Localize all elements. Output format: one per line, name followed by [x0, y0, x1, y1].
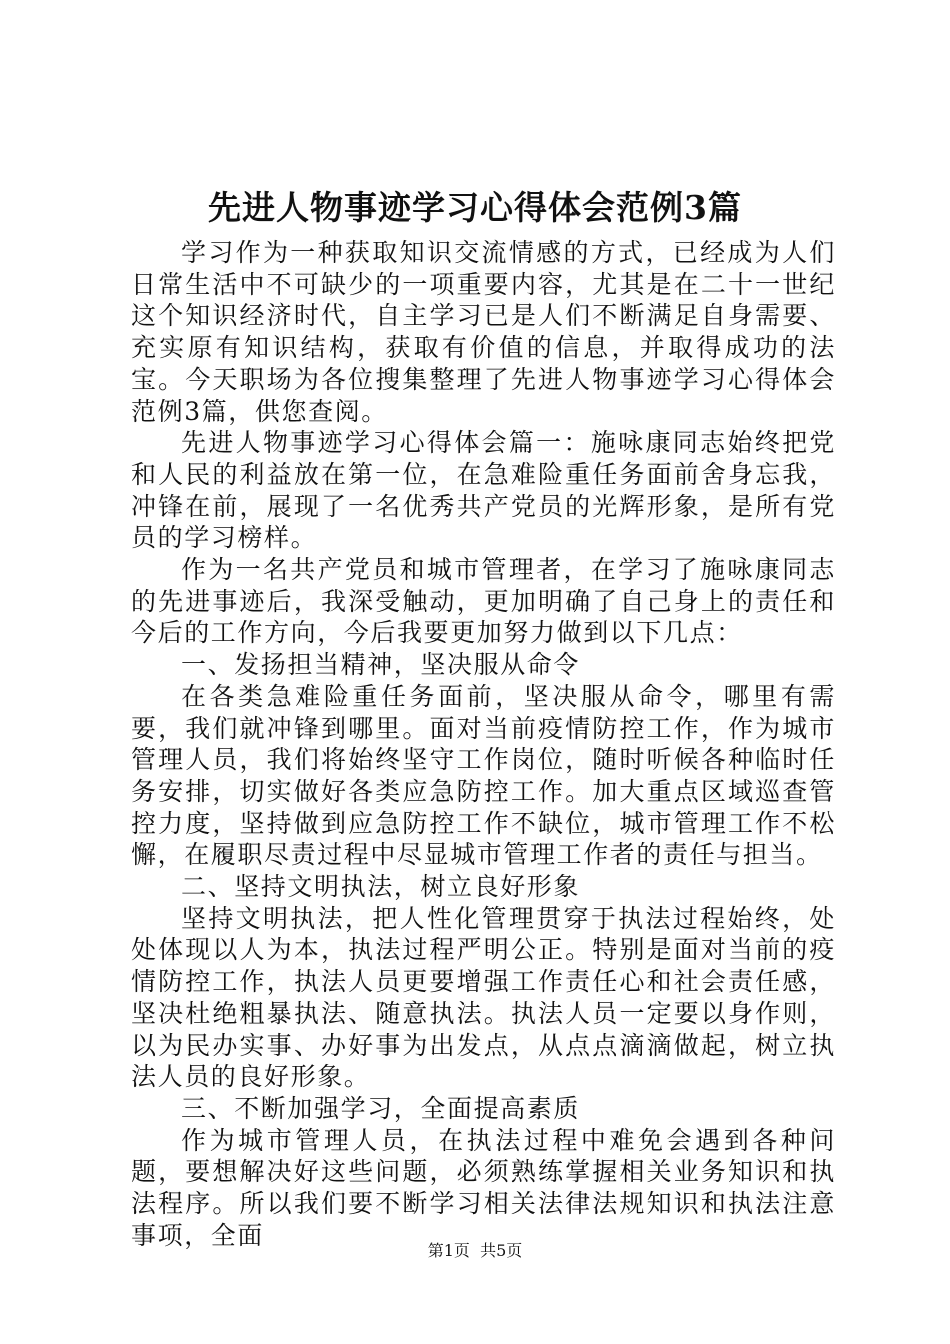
section-3-paragraph: 作为城市管理人员，在执法过程中难免会遇到各种问题，要想解决好这些问题，必须熟练掌握相关业务知识和执法程序。所以我们要不断学习相关法律法规知识和执法注意事项，全面 — [131, 1125, 836, 1250]
page-footer — [0, 1240, 950, 1262]
document-body — [131, 237, 836, 1252]
reflection-paragraph: 作为一名共产党员和城市管理者，在学习了施咏康同志的先进事迹后，我深受触动，更加明确了自己身上的责任和今后的工作方向，今后我要更加努力做到以下几点： — [131, 555, 836, 648]
article-one-opening-paragraph: 先进人物事迹学习心得体会篇一：施咏康同志始终把党和人民的利益放在第一位，在急难险重任务面前舍身忘我，冲锋在前，展现了一名优秀共产党员的光辉形象，是所有党员的学习榜样。 — [131, 428, 836, 553]
page-total: 共5页 — [480, 1241, 523, 1260]
section-heading-1: 一、发扬担当精神，坚决服从命令 — [181, 650, 581, 680]
section-heading-3: 三、不断加强学习，全面提高素质 — [181, 1093, 581, 1123]
section-1-paragraph: 在各类急难险重任务面前，坚决服从命令，哪里有需要，我们就冲锋到哪里。面对当前疫情防控工作，作为城市管理人员，我们将始终坚守工作岗位，随时听候各种临时任务安排，切实做好各类应急防控工作。加大重点区域巡查管控力度，坚持做到应急防控工作不缺位，城市管理工作不松懈，在履职尽责过程中尽显城市管理工作者的责任与担当。 — [131, 681, 836, 870]
intro-paragraph: 学习作为一种获取知识交流情感的方式，已经成为人们日常生活中不可缺少的一项重要内容，尤其是在二十一世纪这个知识经济时代，自主学习已是人们不断满足自身需要、充实原有知识结构，获取有价值的信息，并取得成功的法宝。今天职场为各位搜集整理了先进人物事迹学习心得体会范例3篇，供您查阅。 — [131, 238, 836, 426]
page-number: 第1页 — [427, 1241, 470, 1260]
page-title: 先进人物事迹学习心得体会范例3篇 — [208, 188, 742, 227]
section-heading-2: 二、坚持文明执法，树立良好形象 — [181, 872, 581, 902]
section-2-paragraph: 坚持文明执法，把人性化管理贯穿于执法过程始终，处处体现以人为本，执法过程严明公正。特别是面对当前的疫情防控工作，执法人员更要增强工作责任心和社会责任感，坚决杜绝粗暴执法、随意执法。执法人员一定要以身作则，以为民办实事、办好事为出发点，从点点滴滴做起，树立执法人员的良好形象。 — [131, 903, 836, 1092]
